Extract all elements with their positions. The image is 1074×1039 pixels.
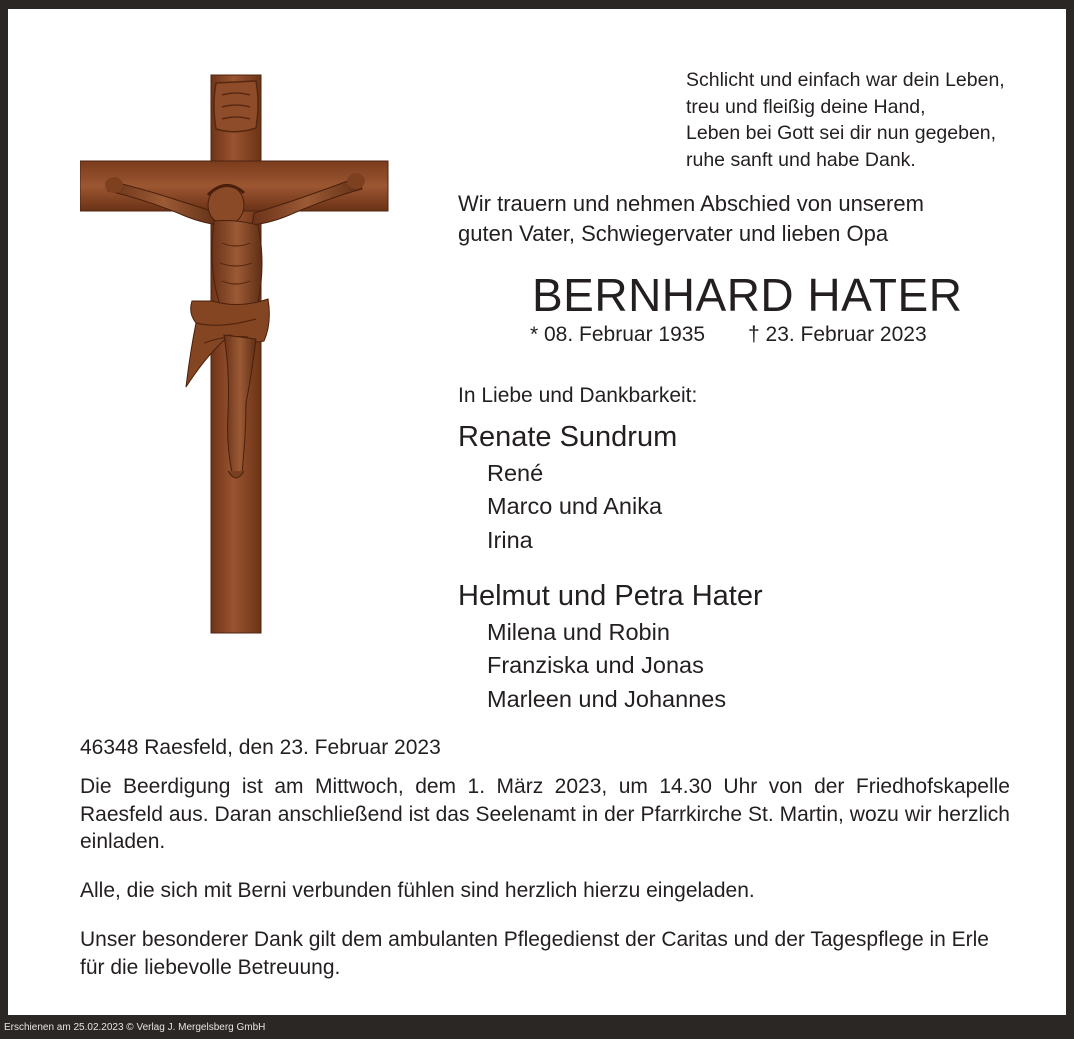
family-member: Milena und Robin xyxy=(487,619,670,645)
invitation-paragraph: Alle, die sich mit Berni verbunden fühlen sind herzlich hierzu eingeladen. xyxy=(80,879,755,902)
poem-line: ruhe sanft und habe Dank. xyxy=(686,148,916,171)
family-member: Marleen und Johannes xyxy=(487,686,727,712)
intro-text xyxy=(458,189,924,249)
family-member: René xyxy=(487,460,544,486)
poem-line: treu und fleißig deine Hand, xyxy=(686,95,926,118)
intro-line: guten Vater, Schwiegervater und lieben Opa xyxy=(458,221,889,246)
thanks-paragraph: Unser besonderer Dank gilt dem ambulanten Pflegedienst der Caritas und der Tagespflege in Erle für die liebevolle Betreuung. xyxy=(80,928,989,979)
family-head: Renate Sundrum xyxy=(458,421,678,453)
death-date: † 23. Februar 2023 xyxy=(748,323,927,346)
place-date: 46348 Raesfeld, den 23. Februar 2023 xyxy=(80,736,441,759)
publication-footer: Erschienen am 25.02.2023 © Verlag J. Mergelsberg GmbH xyxy=(4,1022,266,1033)
crucifix-icon xyxy=(80,73,389,635)
deceased-name: BERNHARD HATER xyxy=(532,269,963,321)
poem-line: Schlicht und einfach war dein Leben, xyxy=(686,69,1005,91)
obituary-notice xyxy=(8,9,1066,1015)
birth-date: * 08. Februar 1935 xyxy=(530,323,706,346)
family-member: Marco und Anika xyxy=(487,493,663,519)
family-head: Helmut und Petra Hater xyxy=(458,580,763,612)
poem-line: Leben bei Gott sei dir nun gegeben, xyxy=(686,122,997,144)
poem xyxy=(686,67,1005,173)
mourners-intro: In Liebe und Dankbarkeit: xyxy=(458,384,698,407)
intro-line: Wir trauern und nehmen Abschied von unserem xyxy=(458,191,924,216)
family-member: Franziska und Jonas xyxy=(487,652,704,678)
funeral-paragraph: Die Beerdigung ist am Mittwoch, dem 1. März 2023, um 14.30 Uhr von der Friedhofskapelle Raesfeld aus. Daran anschließend ist das Seelenamt in der Pfarrkirche St. Martin, wozu wir herzlich einladen. xyxy=(80,775,1010,853)
family-member: Irina xyxy=(487,527,533,553)
